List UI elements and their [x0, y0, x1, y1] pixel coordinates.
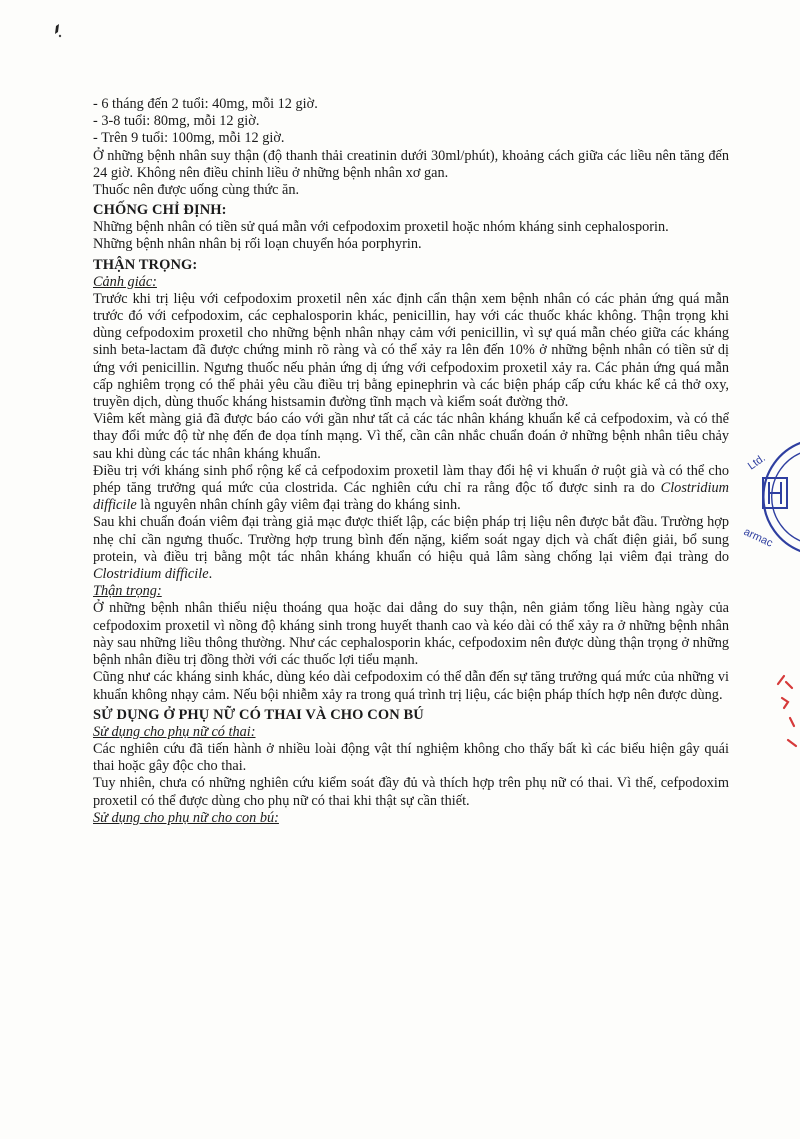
warning-paragraph: Viêm kết màng giả đã được báo cáo với gần như tất cả các tác nhân kháng khuẩn kể cả cefpodoxim, và có thể thay đổi mức độ từ nhẹ đến đe dọa tính mạng. Vì thế, cần cân nhắc chuẩn đoán ở những bệnh nhân tiêu chảy sau khi dùng các tác nhân kháng khuẩn.	[93, 411, 729, 462]
pregnancy-paragraph: Các nghiên cứu đã tiến hành ở nhiều loài động vật thí nghiệm không cho thấy bất kì các biểu hiện gây quái thai hoặc gây độc cho thai.	[93, 740, 729, 775]
pregnancy-subheading: Sử dụng cho phụ nữ có thai:	[93, 723, 256, 740]
warning-paragraph	[93, 514, 729, 583]
warning-paragraph: Trước khi trị liệu với cefpodoxim proxetil nên xác định cẩn thận xem bệnh nhân có các phản ứng quá mẫn trước đó với cefpodoxim, các cephalosporin khác, penicillin, hay với các thuốc khác không. Thận trọng khi dùng cefpodoxim proxetil cho những bệnh nhân nhạy cảm với penicillin, vì sự quá mẫn chéo giữa các kháng sinh beta-lactam đã được chứng minh rõ ràng và có thể xảy ra lên đến 10% ở những bệnh nhân có tiền sử dị ứng với penicillin. Ngưng thuốc nếu phản ứng dị ứng với cefpodoxim proxetil xảy ra. Các phản ứng quá mẫn cấp nghiêm trọng có thể phải yêu cầu điều trị bằng epinephrin và các biện pháp cấp cứu khác kể cả thở oxy, truyền dịch, dùng thuốc kháng histsamin đường tĩnh mạch và kiểm soát đường thở.	[93, 290, 729, 411]
caution-paragraph: Cũng như các kháng sinh khác, dùng kéo dài cefpodoxim có thể dẫn đến sự tăng trưởng quá mức của những vi khuẩn không nhạy cảm. Nếu bội nhiễm xảy ra trong quá trình trị liệu, các biện pháp thích hợp nên được dùng.	[93, 669, 729, 703]
pregnancy-heading: SỬ DỤNG Ở PHỤ NỮ CÓ THAI VÀ CHO CON BÚ	[93, 706, 424, 723]
warning-paragraph	[93, 463, 729, 515]
caution-subheading: Thận trọng:	[93, 583, 162, 600]
precautions-heading: THẬN TRỌNG:	[93, 256, 198, 273]
organism-name: Clostridium difficile	[93, 480, 729, 514]
pregnancy-paragraph: Tuy nhiên, chưa có những nghiên cứu kiểm soát đầy đủ và thích hợp trên phụ nữ có thai. Vì thế, cefpodoxim proxetil có thể được dùng cho phụ nữ có thai khi thật sự cần thiết.	[93, 775, 729, 809]
svg-text:Ltd.: Ltd.	[745, 452, 768, 473]
text-run: .	[208, 566, 213, 583]
contraindication-paragraph: Những bệnh nhân có tiền sử quá mẫn với cefpodoxim proxetil hoặc nhóm kháng sinh cephalosporin.	[93, 219, 669, 236]
dosage-item: - Trên 9 tuổi: 100mg, mỗi 12 giờ.	[93, 130, 285, 147]
dosage-item: - 6 tháng đến 2 tuổi: 40mg, mỗi 12 giờ.	[93, 96, 318, 112]
text-run: là nguyên nhân chính gây viêm đại tràng do kháng sinh.	[136, 497, 461, 514]
red-ink-mark	[762, 668, 800, 758]
svg-text:armac: armac	[741, 525, 775, 550]
document-body	[93, 96, 729, 827]
company-seal-stamp	[733, 430, 800, 560]
scan-speck-mark	[40, 18, 70, 48]
contraindication-paragraph: Những bệnh nhân nhân bị rối loạn chuyển hóa porphyrin.	[93, 236, 422, 253]
dosage-item: - 3-8 tuổi: 80mg, mỗi 12 giờ.	[93, 113, 260, 130]
organism-name: Clostridium difficile	[93, 566, 209, 583]
text-run: Sau khi chuẩn đoán viêm đại tràng giả mạc được thiết lập, các biện pháp trị liệu nên được bắt đầu. Trường hợp nhẹ chỉ cần ngưng thuốc. Trường hợp trung bình đến nặng, kiểm soát ngay dịch và chất điện giải, bổ sung protein, và điều trị bằng một tác nhân kháng khuẩn có hiệu quả lâm sàng chống lại viêm đại tràng do	[93, 514, 729, 565]
caution-paragraph: Ở những bệnh nhân thiểu niệu thoáng qua hoặc dai dẳng do suy thận, nên giảm tổng liều hàng ngày của cefpodoxim proxetil vì nồng độ kháng sinh trong huyết thanh cao và kéo dài có thể xảy ra ở những bệnh nhân này sau những liều thông thường. Như các cephalosporin khác, cefpodoxim nên được dùng thận trọng ở những bệnh nhân điều trị đồng thời với các thuốc lợi tiểu mạnh.	[93, 600, 729, 669]
renal-dosage-paragraph: Ở những bệnh nhân suy thận (độ thanh thải creatinin dưới 30ml/phút), khoảng cách giữa các liều nên tăng đến 24 giờ. Không nên điều chỉnh liều ở những bệnh nhân xơ gan.	[93, 147, 729, 181]
nursing-subheading: Sử dụng cho phụ nữ cho con bú:	[93, 809, 279, 826]
text-run: Điều trị với kháng sinh phổ rộng kể cả cefpodoxim proxetil làm thay đổi hệ vi khuẩn ở ruột già và có thể cho phép tăng trưởng quá mức của clostrida. Các nghiên cứu chỉ ra rằng độc tố được sinh ra do	[93, 462, 729, 497]
contraindications-heading: CHỐNG CHỈ ĐỊNH:	[93, 202, 227, 219]
food-instruction: Thuốc nên được uống cùng thức ăn.	[93, 182, 300, 199]
warning-subheading: Cảnh giác:	[93, 273, 157, 290]
